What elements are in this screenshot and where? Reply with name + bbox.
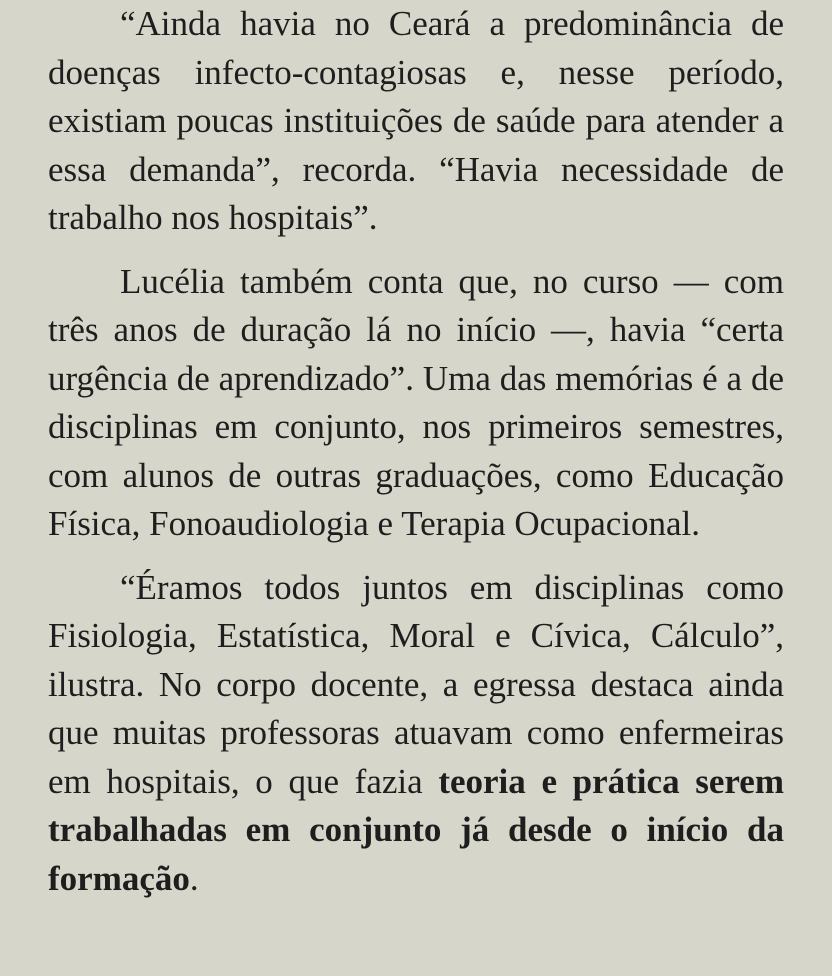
paragraph-3-bold-text: teoria e prática serem trabalhadas em conjunto já desde o início da formação <box>48 761 784 898</box>
paragraph-1-text: “Ainda havia no Ceará a predominância de doenças infecto-contagiosas e, nesse período, existiam poucas instituições de saúde para atender a essa demanda”, recorda. “Havia necessidade de trabalho nos hospitais”. <box>48 4 784 237</box>
paragraph-3 <box>48 564 784 904</box>
paragraph-1 <box>48 0 784 243</box>
article-body <box>48 0 784 903</box>
paragraph-2 <box>48 258 784 549</box>
paragraph-2-text: Lucélia também conta que, no curso — com três anos de duração lá no início —, havia “certa urgência de aprendizado”. Uma das memórias é a de disciplinas em conjunto, nos primeiros semestres, com alunos de outras graduações, como Educação Física, Fonoaudiologia e Terapia Ocupacional. <box>48 261 784 543</box>
paragraph-3-text: “Éramos todos juntos em disciplinas como Fisiologia, Estatística, Moral e Cívica, Cálculo”, ilustra. No corpo docente, a egressa destaca ainda que muitas professoras atuavam como enfermeiras em hospitais, o que fazia <box>48 567 784 801</box>
paragraph-3-end-text: . <box>189 858 199 898</box>
